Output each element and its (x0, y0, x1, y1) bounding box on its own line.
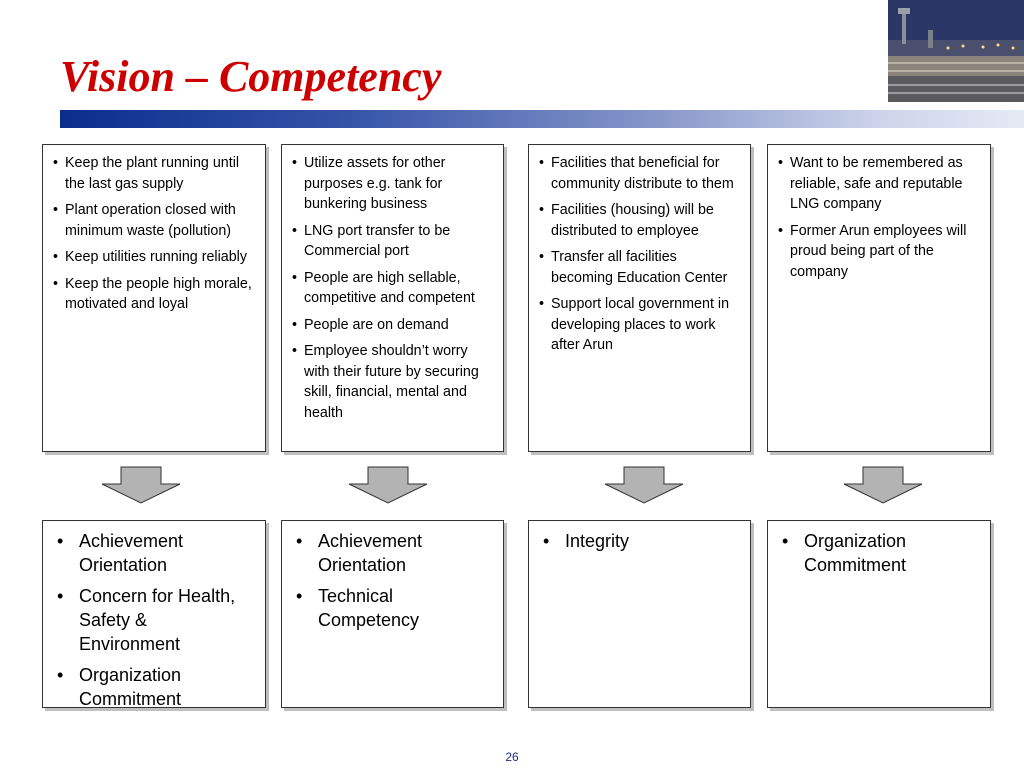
list-item: • Technical Competency (294, 584, 491, 632)
list-item: • Former Arun employees will proud being part of the company (778, 221, 980, 283)
vision-box-3 (528, 144, 751, 452)
list-item: • Utilize assets for other purposes e.g. tank for bunkering business (292, 153, 493, 215)
list-item: • Want to be remembered as reliable, safe and reputable LNG company (778, 153, 980, 215)
page-number: 26 (505, 750, 519, 764)
competency-list-1 (55, 529, 253, 711)
competency-box-1 (42, 520, 266, 708)
down-arrow-icon (603, 466, 685, 504)
competency-box-2 (281, 520, 504, 708)
list-item: • Transfer all facilities becoming Education Center (539, 247, 740, 288)
competency-box-4 (767, 520, 991, 708)
vision-box-1 (42, 144, 266, 452)
list-item: • Concern for Health, Safety & Environment (55, 584, 253, 656)
list-item: • Keep utilities running reliably (53, 247, 255, 268)
list-item: • LNG port transfer to be Commercial port (292, 221, 493, 262)
list-item: • Integrity (541, 529, 738, 553)
airport-night-photo (888, 0, 1024, 102)
list-item: • Keep the plant running until the last gas supply (53, 153, 255, 194)
list-item: • Facilities (housing) will be distributed to employee (539, 200, 740, 241)
vision-list-1 (53, 153, 255, 315)
competency-list-4 (780, 529, 978, 577)
title-gradient-bar (60, 110, 1024, 128)
list-item: • Support local government in developing places to work after Arun (539, 294, 740, 356)
list-item: • People are on demand (292, 315, 493, 336)
slide-title: Vision – Competency (60, 52, 442, 101)
down-arrow-icon (347, 466, 429, 504)
list-item: • Plant operation closed with minimum waste (pollution) (53, 200, 255, 241)
list-item: • People are high sellable, competitive and competent (292, 268, 493, 309)
list-item: • Organization Commitment (55, 663, 253, 711)
vision-box-4 (767, 144, 991, 452)
competency-box-3 (528, 520, 751, 708)
vision-list-2 (292, 153, 493, 423)
vision-box-2 (281, 144, 504, 452)
list-item: • Achievement Orientation (55, 529, 253, 577)
list-item: • Facilities that beneficial for community distribute to them (539, 153, 740, 194)
list-item: • Achievement Orientation (294, 529, 491, 577)
list-item: • Keep the people high morale, motivated and loyal (53, 274, 255, 315)
competency-list-3 (541, 529, 738, 553)
down-arrow-icon (100, 466, 182, 504)
competency-list-2 (294, 529, 491, 632)
down-arrow-icon (842, 466, 924, 504)
list-item: • Employee shouldn’t worry with their future by securing skill, financial, mental and health (292, 341, 493, 423)
vision-list-3 (539, 153, 740, 356)
list-item: • Organization Commitment (780, 529, 978, 577)
vision-list-4 (778, 153, 980, 282)
